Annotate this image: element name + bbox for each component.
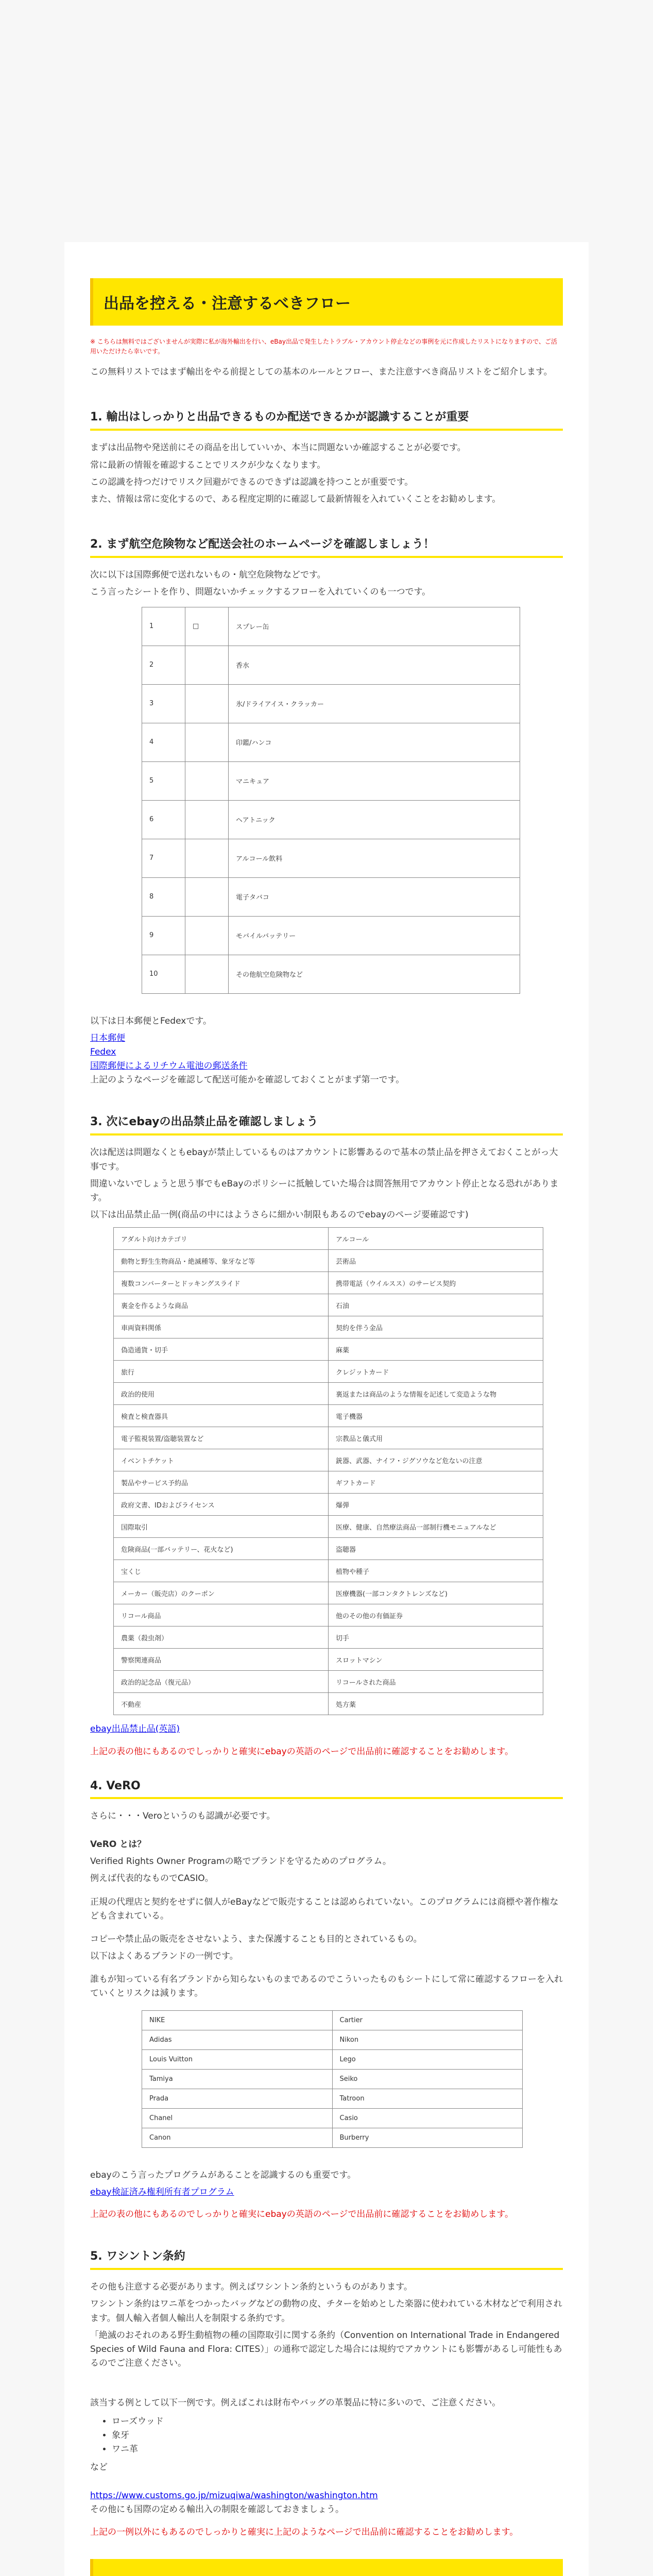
table-row: [142, 955, 520, 993]
table-row: [114, 1316, 543, 1338]
table-cell: 氷/ドライアイス・クラッカー: [229, 684, 520, 723]
table-cell: [185, 877, 229, 916]
table-cell: 電子機器: [329, 1405, 543, 1427]
lithium-battery-link[interactable]: 国際郵便によるリチウム電池の郵送条件: [90, 1061, 248, 1072]
table-row: [142, 877, 520, 916]
table-cell: Lego: [332, 2049, 523, 2069]
table-cell: その他航空危険物など: [229, 955, 520, 993]
table-cell: 政治的記念品（復元品）: [114, 1671, 329, 1693]
section-2-heading: 2. まず航空危険物など配送会社のホームページを確認しましょう！: [90, 535, 563, 558]
table-cell: 2: [142, 646, 185, 684]
table-cell: Louis Vuitton: [142, 2049, 333, 2069]
table-cell: 芸術品: [329, 1250, 543, 1272]
table-cell: ヘアトニック: [229, 800, 520, 839]
table-cell: Seiko: [332, 2069, 523, 2089]
sec1-line: 常に最新の情報を確認することでリスクが少なくなります。: [90, 460, 326, 470]
table-cell: [185, 761, 229, 800]
list-item: • ワニ革: [112, 2443, 563, 2456]
table-cell: Burberry: [332, 2128, 523, 2147]
sec5-warning: 上記の一例以外にもあるのでしっかりと確実に上記のようなページで出品前に確認することをお勧めします。: [90, 2527, 519, 2537]
table-row: [114, 1405, 543, 1427]
table-cell: 不動産: [114, 1693, 329, 1715]
table-row: [142, 761, 520, 800]
sec5-after: その他にも国際の定める輸出入の制限を確認しておきましょう。: [90, 2504, 344, 2515]
table-cell: 電子タバコ: [229, 877, 520, 916]
table-row: [142, 2069, 523, 2089]
table-cell: アルコール: [329, 1228, 543, 1250]
table-row: [114, 1516, 543, 1538]
table-row: [142, 2030, 523, 2049]
table-cell: 旅行: [114, 1361, 329, 1383]
table-cell: 7: [142, 839, 185, 877]
article-content: [64, 242, 589, 2576]
table-cell: 偽造通貨・切手: [114, 1338, 329, 1361]
list-item: • 象牙: [112, 2429, 563, 2443]
table-row: [114, 1649, 543, 1671]
table-cell: スロットマシン: [329, 1649, 543, 1671]
table-cell: Tatroon: [332, 2089, 523, 2108]
table-row: [114, 1604, 543, 1626]
table-cell: 処方薬: [329, 1693, 543, 1715]
table-cell: モバイルバッテリー: [229, 916, 520, 955]
section-1-heading: 1. 輸出はしっかりと出品できるものか配送できるかが認識することが重要: [90, 408, 563, 431]
table-cell: 電子監視装置/盗聴装置など: [114, 1427, 329, 1449]
table-row: [114, 1494, 543, 1516]
sec3-warning: 上記の表の他にもあるのでしっかりと確実にebayの英語のページで出品前に確認することをお勧めします。: [90, 1746, 514, 1757]
table-cell: リコールされた商品: [329, 1671, 543, 1693]
sec4-after: ebayのこう言ったプログラムがあることを認識するのも重要です。: [90, 2170, 356, 2180]
table-row: [114, 1427, 543, 1449]
table-cell: □: [185, 607, 229, 646]
table-cell: 麻薬: [329, 1338, 543, 1361]
table-cell: [185, 723, 229, 761]
list-title: [90, 2559, 563, 2576]
table-cell: 銃器、武器、ナイフ・ジグソウなど危ないの注意: [329, 1449, 543, 1471]
sec3-line: 間違いないでしょうと思う事でもeBayのポリシーに抵触していた場合は間答無用でアカウント停止となる恐れがあります。: [90, 1178, 559, 1203]
vero-program-link[interactable]: ebay検証済み権利所有者プログラム: [90, 2187, 234, 2197]
sec5-line: 「絶滅のおそれのある野生動植物の種の国際取引に関する条約（Convention on International Trade in Endangered Species of Wild Fauna and Flora: CITES）」の通称で認定した場合には規約でアカウントにも影響があるし可能性もあるのでご注意ください。: [90, 2330, 562, 2369]
ebay-prohibited-link[interactable]: ebay出品禁止品(英語): [90, 1724, 180, 1735]
sec3-line: 次は配送は問題なくともebayが禁止しているものはアカウントに影響あるので基本の禁止品を押さえておくことがっ大事です。: [90, 1147, 558, 1172]
table-cell: Casio: [332, 2108, 523, 2128]
table-row: [114, 1538, 543, 1560]
table-cell: マニキュア: [229, 761, 520, 800]
table-row: [142, 684, 520, 723]
table-row: [114, 1250, 543, 1272]
list-item: • ローズウッド: [112, 2415, 563, 2429]
table-cell: スプレー缶: [229, 607, 520, 646]
table-cell: アダルト向けカテゴリ: [114, 1228, 329, 1250]
table-row: [142, 607, 520, 646]
table-cell: 国際取引: [114, 1516, 329, 1538]
table-cell: 裏金を作るような商品: [114, 1294, 329, 1316]
table-cell: [185, 684, 229, 723]
section-4-heading: 4. VeRO: [90, 1780, 563, 1799]
table-cell: 政府文書、IDおよびライセンス: [114, 1494, 329, 1516]
sec2-after2: 上記のようなページを確認して配送可能かを確認しておくことがまず第一です。: [90, 1075, 405, 1086]
ebay-prohibited-table: [113, 1227, 543, 1715]
sec2-line: こう言ったシートを作り、問題ないかチェックするフローを入れていくのも一つです。: [90, 587, 431, 598]
table-cell: 4: [142, 723, 185, 761]
table-cell: 携帯電話（ウイルスス）のサービス契約: [329, 1272, 543, 1294]
table-cell: 危険商品(一部バッテリー、花火など): [114, 1538, 329, 1560]
table-cell: 6: [142, 800, 185, 839]
table-row: [142, 2049, 523, 2069]
sec2-line: 次に以下は国際郵便で送れないもの・航空危険物などです。: [90, 570, 326, 581]
fedex-link[interactable]: Fedex: [90, 1046, 116, 1057]
lead-text: この無料リストではまず輸出をやる前提としての基本のルールとフロー、また注意すべき商品リストをご紹介します。: [90, 367, 553, 378]
table-row: [142, 2108, 523, 2128]
page-title: 出品を控える・注意するべきフロー: [90, 278, 563, 326]
sec4-line: コピーや禁止品の販売をさせないよう、また保護することも目的とされているもの。: [90, 1934, 422, 1944]
table-row: [114, 1383, 543, 1405]
sec4-line: Verified Rights Owner Programの略でブランドを守るためのプログラム。: [90, 1856, 391, 1867]
table-cell: 1: [142, 607, 185, 646]
table-row: [142, 2089, 523, 2108]
dangerous-goods-table: [142, 607, 520, 994]
sec1-line: また、情報は常に変化するので、ある程度定期的に確認して最新情報を入れていくことをお勧めします。: [90, 494, 501, 504]
table-cell: 車両資料関係: [114, 1316, 329, 1338]
table-row: [114, 1671, 543, 1693]
vero-intro: さらに・・・Veroというのも認識が必要です。: [90, 1810, 276, 1821]
sec4-line: 誰もが知っている有名ブランドから知らないものまであるのでこういったものもシートにして常に確認するフローを入れていくとリスクは減ります。: [90, 1974, 563, 1999]
table-cell: 爆弾: [329, 1494, 543, 1516]
table-cell: 8: [142, 877, 185, 916]
table-cell: ギフトカード: [329, 1471, 543, 1494]
table-cell: Cartier: [332, 2010, 523, 2030]
table-row: [114, 1228, 543, 1250]
table-cell: メーカー（販売店）のクーポン: [114, 1582, 329, 1604]
table-row: [142, 723, 520, 761]
table-cell: 10: [142, 955, 185, 993]
table-row: [114, 1361, 543, 1383]
sec4-line: 以下はよくあるブランドの一例です。: [90, 1951, 238, 1962]
table-cell: クレジットカード: [329, 1361, 543, 1383]
table-cell: 宝くじ: [114, 1560, 329, 1582]
table-row: [114, 1294, 543, 1316]
notice-text: ※ こちらは無料ではございませんが実際に私が海外輸出を行い、eBay出品で発生したトラブル・アカウント停止などの事例を元に作成したリストになりますので、ご活用いただけたら幸いです。: [90, 338, 557, 355]
table-cell: リコール商品: [114, 1604, 329, 1626]
table-cell: Adidas: [142, 2030, 333, 2049]
table-cell: Nikon: [332, 2030, 523, 2049]
table-row: [114, 1272, 543, 1294]
table-row: [114, 1626, 543, 1649]
table-cell: [185, 916, 229, 955]
table-row: [142, 646, 520, 684]
table-row: [142, 839, 520, 877]
cites-example-list: [90, 2415, 563, 2457]
table-cell: 裏返または商品のような情報を記述して変造ような物: [329, 1383, 543, 1405]
table-cell: アルコール飲料: [229, 839, 520, 877]
section-3-heading: 3. 次にebayの出品禁止品を確認しましょう: [90, 1113, 563, 1136]
sec4-line: 例えば代表的なものでCASIO。: [90, 1873, 214, 1884]
table-cell: Tamiya: [142, 2069, 333, 2089]
table-cell: 5: [142, 761, 185, 800]
customs-link[interactable]: https://www.customs.go.jp/mizuqiwa/washington/washington.htm: [90, 2490, 378, 2501]
table-cell: 警察関連商品: [114, 1649, 329, 1671]
sec4-warning: 上記の表の他にもあるのでしっかりと確実にebayの英語のページで出品前に確認することをお勧めします。: [90, 2209, 514, 2219]
table-row: [114, 1560, 543, 1582]
table-row: [114, 1449, 543, 1471]
table-cell: [185, 646, 229, 684]
table-cell: 香水: [229, 646, 520, 684]
table-row: [114, 1471, 543, 1494]
article-page: [64, 242, 589, 2576]
table-row: [142, 916, 520, 955]
sec5-line: ワシントン条約はワニ革をつかったバッグなどの動物の皮、チターを始めとした楽器に使われている木材などで利用されます。個人輸入者個人輸出人を制限する条約です。: [90, 2299, 562, 2324]
table-cell: 石油: [329, 1294, 543, 1316]
section-5-heading: 5. ワシントン条約: [90, 2247, 563, 2270]
table-cell: [185, 800, 229, 839]
table-cell: 印鑑/ハンコ: [229, 723, 520, 761]
table-cell: 宗教品と儀式用: [329, 1427, 543, 1449]
table-cell: Prada: [142, 2089, 333, 2108]
sec3-line: 以下は出品禁止品一例(商品の中にはようさらに細かい制限もあるのでebayのページ要確認です): [90, 1210, 469, 1221]
table-cell: 農薬（殺虫剤）: [114, 1626, 329, 1649]
table-cell: 医療機器(一部コンタクトレンズなど): [329, 1582, 543, 1604]
table-cell: [185, 839, 229, 877]
table-row: [142, 800, 520, 839]
table-cell: 切手: [329, 1626, 543, 1649]
sec5-etc: など: [90, 2462, 108, 2473]
table-cell: 他のその他の有価証券: [329, 1604, 543, 1626]
table-cell: 複数コンバーターとドッキングスライド: [114, 1272, 329, 1294]
table-cell: Chanel: [142, 2108, 333, 2128]
table-cell: 製品やサービス予約品: [114, 1471, 329, 1494]
table-row: [142, 2010, 523, 2030]
table-row: [142, 2128, 523, 2147]
vero-brand-table: [142, 2010, 523, 2148]
table-row: [114, 1693, 543, 1715]
sec1-line: まずは出品物や発送前にその商品を出していいか、本当に問題ないか確認することが必要です。: [90, 443, 466, 453]
table-cell: 契約を伴う金品: [329, 1316, 543, 1338]
table-row: [114, 1338, 543, 1361]
table-cell: 動物と野生生物商品・絶滅種等、象牙など等: [114, 1250, 329, 1272]
table-cell: [185, 955, 229, 993]
sec4-line: 正規の代理店と契約をせずに個人がeBayなどで販売することは認められていない。このプログラムには商標や著作権なども含まれている。: [90, 1896, 559, 1921]
vero-subheading: VeRO とは？: [90, 1839, 146, 1850]
table-row: [114, 1582, 543, 1604]
japan-post-link[interactable]: 日本郵便: [90, 1032, 125, 1043]
table-cell: 医療、健康、自然療法商品一部制行機モニュアルなど: [329, 1516, 543, 1538]
table-cell: 盗聴器: [329, 1538, 543, 1560]
table-cell: NIKE: [142, 2010, 333, 2030]
table-cell: Canon: [142, 2128, 333, 2147]
sec5-line: その他も注意する必要があります。例えばワシントン条約というものがあります。: [90, 2282, 413, 2293]
sec1-line: この認識を持つだけでリスク回避ができるのできずは認識を持つことが重要です。: [90, 477, 414, 487]
table-cell: 植物や種子: [329, 1560, 543, 1582]
table-cell: 9: [142, 916, 185, 955]
sec5-line2: 該当する例として以下一例です。例えばこれは財布やバッグの革製品に特に多いので、ご注意ください。: [90, 2398, 501, 2409]
table-cell: 検査と検査器具: [114, 1405, 329, 1427]
table-cell: 政治的使用: [114, 1383, 329, 1405]
sec2-after: 以下は日本郵便とFedexです。: [90, 1015, 212, 1026]
table-cell: 3: [142, 684, 185, 723]
table-cell: イベントチケット: [114, 1449, 329, 1471]
